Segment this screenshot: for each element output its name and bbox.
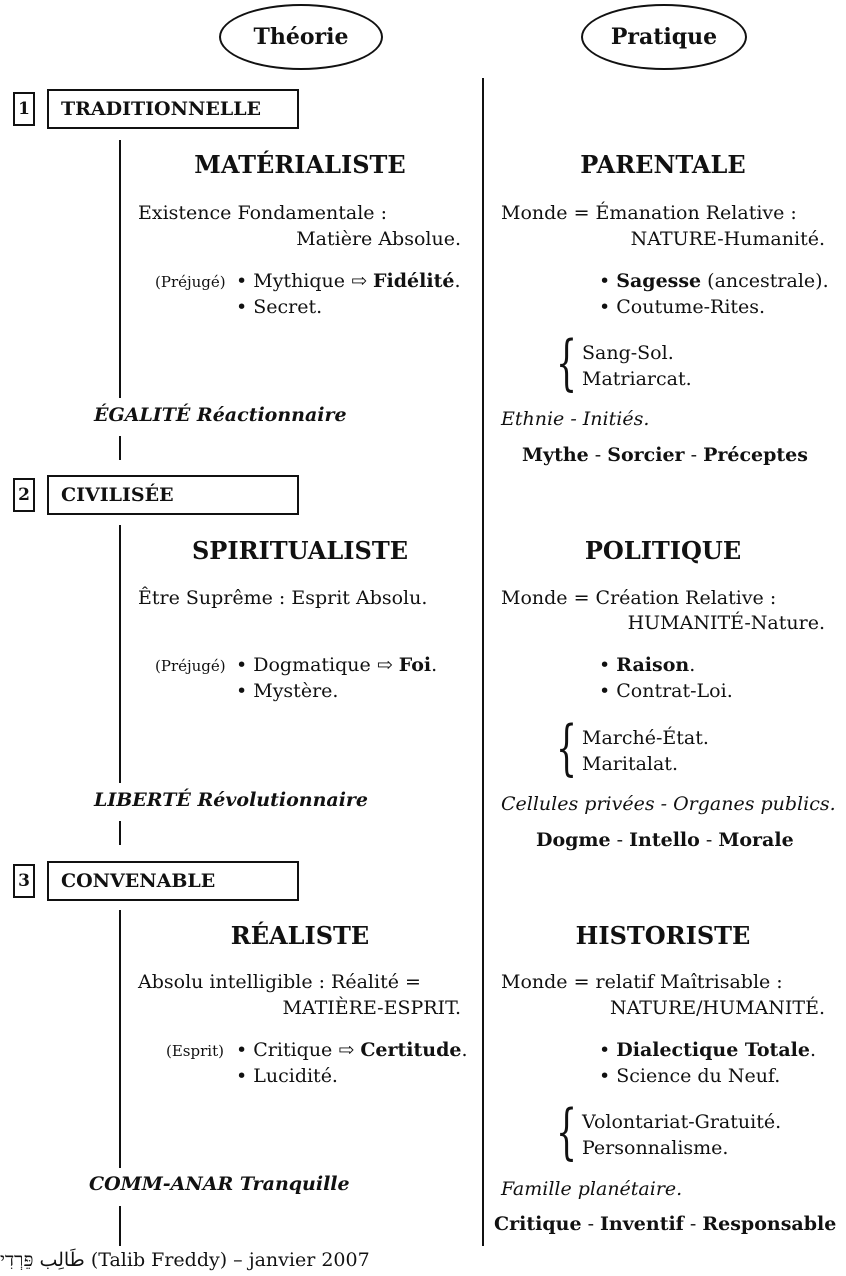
arrow-icon: ⇨ (376, 654, 393, 676)
section-number (13, 478, 35, 512)
practice-group: Cellules privées - Organes publics. (501, 793, 836, 815)
practice-group: Famille planétaire. (501, 1178, 683, 1200)
section-number (13, 864, 35, 898)
theory-heading: MATÉRIALISTE (194, 150, 406, 179)
bullet-bold: Raison (616, 654, 690, 676)
bullet: • (599, 654, 617, 676)
theory-header (219, 4, 383, 70)
section-number-text: 1 (18, 99, 30, 119)
section-title (47, 475, 299, 515)
bullet-bold: Foi (398, 654, 432, 676)
section-title (47, 89, 299, 129)
section-2-connector (119, 525, 121, 783)
practice-bullet-1 (599, 1039, 816, 1061)
practice-heading: PARENTALE (580, 150, 746, 179)
practice-bullet-2: • Science du Neuf. (599, 1065, 781, 1087)
practice-heading: POLITIQUE (584, 536, 742, 565)
bullet-bold: Dialectique Totale (616, 1039, 810, 1061)
triad-sep: - (699, 829, 719, 851)
triad-item: Critique (494, 1213, 582, 1235)
triad-item: Morale (718, 829, 794, 851)
bullet-text: • Mythique (236, 270, 352, 292)
theory-line1: Existence Fondamentale : (138, 202, 387, 224)
triad-item: Mythe (522, 444, 589, 466)
practice-triad (536, 829, 794, 851)
arrow-icon: ⇨ (351, 270, 367, 292)
practice-line2: NATURE/HUMANITÉ. (609, 997, 825, 1019)
practice-bullet-2: • Coutume-Rites. (599, 296, 766, 318)
triad-sep: - (588, 444, 608, 466)
brace-item-2: Maritalat. (582, 753, 678, 775)
practice-line2: HUMANITÉ-Nature. (627, 612, 825, 634)
theory-bullet-1 (236, 270, 460, 292)
bullet-rest: (ancestrale). (701, 270, 829, 292)
theory-header-label: Théorie (253, 24, 349, 50)
bullet-end: . (431, 654, 438, 676)
brace-item-1: Volontariat-Gratuité. (582, 1111, 782, 1133)
triad-item: Responsable (702, 1213, 837, 1235)
section-title-text: CIVILISÉE (61, 484, 174, 506)
triad-sep: - (610, 829, 630, 851)
theory-ideal: ÉGALITÉ Réactionnaire (94, 404, 347, 426)
triad-item: Préceptes (703, 444, 808, 466)
practice-triad (494, 1213, 836, 1235)
theory-line2: MATIÈRE-ESPRIT. (282, 997, 461, 1019)
theory-line1: Être Suprême : Esprit Absolu. (138, 587, 428, 609)
section-3-connector-tail (119, 1206, 121, 1246)
theory-line2: Matière Absolue. (296, 228, 461, 250)
bullet-bold: Certitude (360, 1039, 462, 1061)
footer-credit: (Talib Freddy) – janvier 2007 (90, 1249, 370, 1271)
triad-item: Dogme (536, 829, 611, 851)
author-signature: طَالِب פֵּרְדִי (0, 1249, 85, 1271)
left-brace-icon: { (556, 328, 578, 398)
practice-header-label: Pratique (610, 24, 718, 50)
theory-prefix: (Préjugé) (155, 273, 226, 291)
theory-bullet-1 (236, 654, 437, 676)
practice-header (581, 4, 747, 70)
practice-bullet-2: • Contrat-Loi. (599, 680, 733, 702)
triad-item: Inventif (600, 1213, 684, 1235)
theory-bullet-1 (236, 1039, 468, 1061)
triad-sep: - (581, 1213, 601, 1235)
triad-item: Sorcier (607, 444, 685, 466)
practice-heading: HISTORISTE (575, 921, 751, 950)
bullet-end: . (454, 270, 461, 292)
theory-heading: SPIRITUALISTE (191, 536, 409, 565)
practice-line1: Monde = Création Relative : (501, 587, 777, 609)
footer (0, 1249, 370, 1272)
arrow-icon: ⇨ (338, 1039, 355, 1061)
practice-line1: Monde = Émanation Relative : (501, 202, 797, 224)
section-3-connector (119, 910, 121, 1168)
section-number-text: 3 (18, 871, 30, 891)
brace-item-1: Marché-État. (582, 727, 709, 749)
practice-bullet-1 (599, 654, 695, 676)
bullet-bold: Sagesse (616, 270, 702, 292)
bullet-end: . (461, 1039, 468, 1061)
bullet-text: • Critique (236, 1039, 339, 1061)
theory-bullet-2: • Mystère. (236, 680, 339, 702)
theory-ideal: COMM-ANAR Tranquille (89, 1173, 350, 1195)
left-brace-icon: { (556, 1097, 578, 1167)
practice-line1: Monde = relatif Maîtrisable : (501, 971, 783, 993)
left-brace-icon: { (556, 713, 578, 783)
section-2-connector-tail (119, 821, 121, 845)
theory-ideal: LIBERTÉ Révolutionnaire (94, 789, 369, 811)
theory-line1: Absolu intelligible : Réalité = (138, 971, 421, 993)
brace-item-1: Sang-Sol. (582, 342, 674, 364)
section-title-text: TRADITIONNELLE (61, 98, 262, 120)
section-title (47, 861, 299, 901)
theory-heading: RÉALISTE (230, 921, 370, 950)
triad-item: Intello (629, 829, 700, 851)
bullet-rest: . (809, 1039, 816, 1061)
bullet-text: • Dogmatique (236, 654, 377, 676)
brace-item-2: Personnalisme. (582, 1137, 729, 1159)
practice-line2: NATURE-Humanité. (630, 228, 825, 250)
triad-sep: - (683, 1213, 703, 1235)
bullet: • (599, 270, 617, 292)
bullet-rest: . (689, 654, 696, 676)
center-divider (482, 78, 484, 1246)
practice-triad (522, 444, 808, 466)
section-number-text: 2 (18, 485, 30, 505)
bullet-bold: Fidélité (373, 270, 455, 292)
theory-bullet-2: • Secret. (236, 296, 323, 318)
brace-item-2: Matriarcat. (582, 368, 692, 390)
section-title-text: CONVENABLE (61, 870, 216, 892)
theory-prefix: (Préjugé) (155, 657, 226, 675)
section-1-connector-tail (119, 436, 121, 460)
theory-prefix: (Esprit) (166, 1042, 224, 1060)
practice-bullet-1 (599, 270, 829, 292)
theory-bullet-2: • Lucidité. (236, 1065, 338, 1087)
triad-sep: - (684, 444, 704, 466)
bullet: • (599, 1039, 617, 1061)
section-number (13, 92, 35, 126)
practice-group: Ethnie - Initiés. (501, 408, 650, 430)
section-1-connector (119, 140, 121, 398)
